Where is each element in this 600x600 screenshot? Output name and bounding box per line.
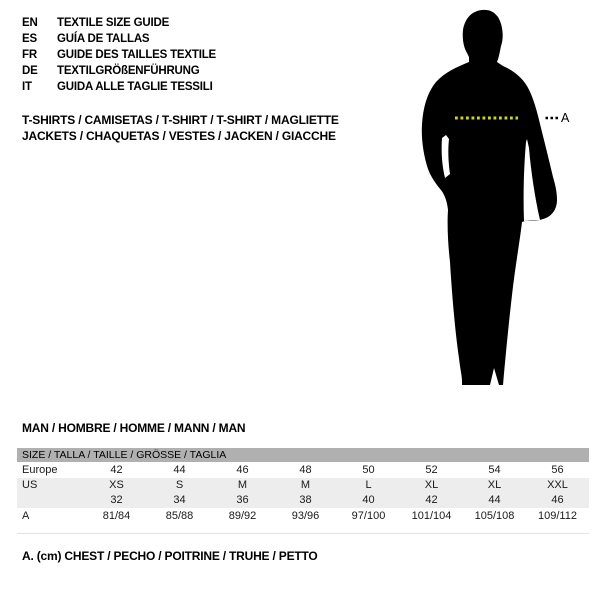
- footnote-measurement: A. (cm) CHEST / PECHO / POITRINE / TRUHE / PETTO: [22, 549, 318, 563]
- size-cell: 44: [173, 464, 186, 476]
- size-cell: 32: [110, 494, 123, 506]
- size-cell: 97/100: [351, 510, 386, 522]
- table-header: SIZE / TALLA / TAILLE / GRÖSSE / TAGLIA: [17, 448, 589, 462]
- size-cell: L: [365, 479, 372, 491]
- language-title: TEXTILGRÖßENFÜHRUNG: [57, 65, 200, 77]
- row-label: US: [22, 479, 38, 491]
- size-cell: S: [175, 479, 184, 491]
- language-title: GUIDE DES TAILLES TEXTILE: [57, 49, 216, 61]
- language-row: [22, 31, 216, 47]
- size-cell: 36: [236, 494, 249, 506]
- language-title: GUÍA DE TALLAS: [57, 33, 150, 45]
- size-cell: 101/104: [411, 510, 452, 522]
- language-title: TEXTILE SIZE GUIDE: [57, 17, 170, 29]
- category-list: [22, 112, 339, 144]
- language-code: FR: [22, 49, 37, 61]
- table-row-europe: [17, 462, 589, 478]
- table-row-us: [17, 478, 589, 493]
- size-cell: 42: [425, 494, 438, 506]
- measure-label-a: A: [561, 111, 570, 125]
- language-code: IT: [22, 81, 32, 93]
- size-cell: 105/108: [474, 510, 515, 522]
- language-title: GUIDA ALLE TAGLIE TESSILI: [57, 81, 213, 93]
- language-code: ES: [22, 33, 37, 45]
- size-cell: 44: [488, 494, 501, 506]
- language-row: [22, 79, 216, 95]
- language-row: [22, 47, 216, 63]
- size-table: [17, 448, 589, 524]
- size-cell: 46: [551, 494, 564, 506]
- table-row-chest-a: [17, 508, 589, 524]
- size-cell: 50: [362, 464, 375, 476]
- size-cell: 81/84: [102, 510, 131, 522]
- size-cell: 42: [110, 464, 123, 476]
- size-cell: 38: [299, 494, 312, 506]
- size-cell: XL: [424, 479, 439, 491]
- category-jackets: JACKETS / CHAQUETAS / VESTES / JACKEN / GIACCHE: [22, 129, 336, 143]
- size-cell: 109/112: [538, 510, 577, 522]
- size-cell: 56: [551, 464, 564, 476]
- size-cell: M: [237, 479, 248, 491]
- language-row: [22, 63, 216, 79]
- language-code: DE: [22, 65, 38, 77]
- row-label: A: [22, 510, 30, 522]
- size-cell: 93/96: [291, 510, 320, 522]
- size-cell: 85/88: [165, 510, 194, 522]
- size-cell: 48: [299, 464, 312, 476]
- size-cell: 34: [173, 494, 186, 506]
- size-cell: 40: [362, 494, 375, 506]
- category-tshirts: T-SHIRTS / CAMISETAS / T-SHIRT / T-SHIRT / MAGLIETTE: [22, 113, 339, 127]
- size-cell: XL: [487, 479, 502, 491]
- size-cell: 89/92: [228, 510, 257, 522]
- table-bottom-rule: [17, 533, 589, 534]
- table-row-uk: [17, 493, 589, 508]
- size-cell: XS: [109, 479, 124, 491]
- man-silhouette: [422, 10, 557, 385]
- row-label: [17, 493, 85, 508]
- section-title-man: MAN / HOMBRE / HOMME / MANN / MAN: [22, 421, 246, 435]
- size-cell: 52: [425, 464, 438, 476]
- row-label: Europe: [22, 464, 58, 476]
- size-cell: XXL: [547, 479, 568, 491]
- size-cell: 46: [236, 464, 249, 476]
- size-cell: M: [300, 479, 311, 491]
- language-guide-list: [22, 15, 216, 95]
- man-silhouette-figure: [400, 0, 600, 400]
- language-code: EN: [22, 17, 38, 29]
- language-row: [22, 15, 216, 31]
- size-cell: 54: [488, 464, 501, 476]
